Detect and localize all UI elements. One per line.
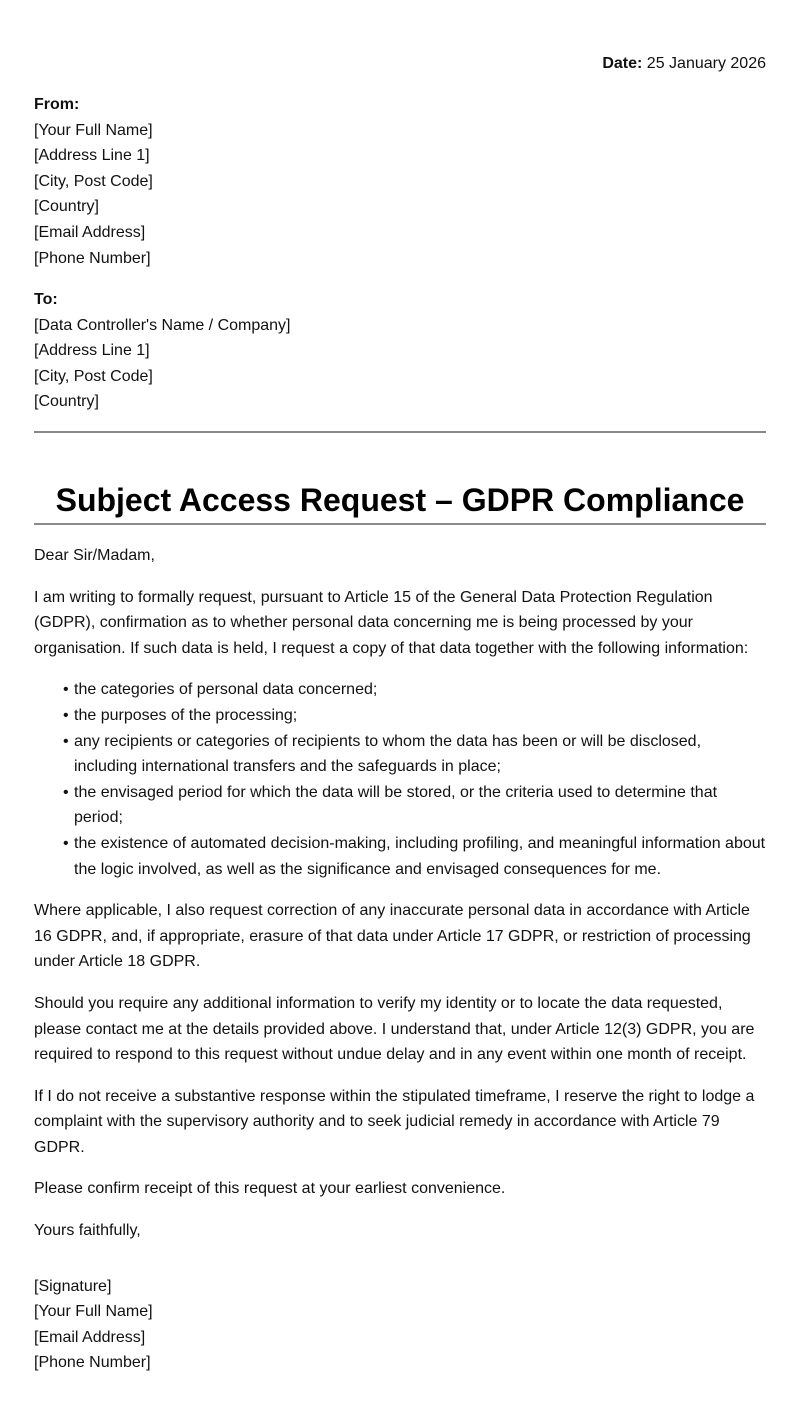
list-item-text: the existence of automated decision-making, including profiling, and meaningful information about the logic involved, as well as the significance and envisaged consequences for me.	[74, 834, 766, 878]
greeting: Dear Sir/Madam,	[34, 547, 155, 564]
letter-title: Subject Access Request – GDPR Compliance	[55, 482, 745, 519]
complaint-paragraph: If I do not receive a substantive response within the stipulated timeframe, I reserve the right to lodge a complaint with the supervisory authority and to seek judicial remedy in accordance with Article 79 GDPR.	[34, 1087, 755, 1156]
closing: Yours faithfully,	[34, 1222, 141, 1240]
bullet-icon: •	[63, 732, 69, 750]
list-item-text: the categories of personal data concerned;	[74, 681, 378, 699]
bullet-icon: •	[63, 706, 69, 724]
letter-date	[602, 55, 766, 72]
sender-address-block	[34, 92, 153, 271]
sender-address-line: [Address Line 1]	[34, 147, 150, 165]
signature-placeholder: [Signature]	[34, 1277, 112, 1295]
recipient-city-postcode: [City, Post Code]	[34, 367, 153, 385]
date-value: 25 January 2026	[646, 55, 766, 72]
list-item	[63, 703, 766, 729]
bullet-icon: •	[63, 681, 69, 699]
bullet-icon: •	[63, 783, 69, 801]
bullet-icon: •	[63, 834, 69, 852]
recipient-address-block	[34, 287, 290, 415]
list-item	[63, 780, 766, 831]
title-divider-bottom	[34, 523, 766, 525]
date-label: Date:	[602, 55, 643, 72]
requested-information-list	[34, 677, 766, 882]
recipient-address-line: [Address Line 1]	[34, 342, 150, 360]
sender-email: [Email Address]	[34, 223, 146, 241]
title-divider-top	[34, 431, 766, 433]
recipient-country: [Country]	[34, 393, 99, 411]
sender-phone: [Phone Number]	[34, 249, 151, 267]
signatory-phone: [Phone Number]	[34, 1354, 151, 1372]
sender-city-postcode: [City, Post Code]	[34, 172, 153, 190]
list-item	[63, 729, 766, 780]
recipient-name: [Data Controller's Name / Company]	[34, 316, 291, 334]
letter-body	[34, 543, 766, 1376]
verification-paragraph: Should you require any additional information to verify my identity or to locate the data requested, please contact me at the details provided above. I understand that, under Article 12(3) GDPR, you are required to respond to this request without undue delay and in any event within one month of receipt.	[34, 994, 755, 1064]
sender-name: [Your Full Name]	[34, 121, 153, 139]
from-heading: From:	[34, 96, 80, 113]
confirm-receipt-paragraph: Please confirm receipt of this request at your earliest convenience.	[34, 1180, 506, 1198]
list-item	[63, 831, 766, 882]
list-item	[63, 677, 766, 703]
to-heading: To:	[34, 291, 58, 308]
signatory-name: [Your Full Name]	[34, 1303, 153, 1321]
list-item-text: any recipients or categories of recipients to whom the data has been or will be disclosed, including international transfers and the safeguards in place;	[74, 732, 702, 776]
list-item-text: the envisaged period for which the data will be stored, or the criteria used to determine that period;	[74, 783, 718, 827]
intro-paragraph: I am writing to formally request, pursuant to Article 15 of the General Data Protection Regulation (GDPR), confirmation as to whether personal data concerning me is being processed by your organisation. If such data is held, I request a copy of that data together with the following information:	[34, 588, 749, 657]
signatory-email: [Email Address]	[34, 1328, 146, 1346]
signature-block	[34, 1274, 766, 1376]
sender-country: [Country]	[34, 198, 99, 216]
list-item-text: the purposes of the processing;	[74, 706, 298, 724]
correction-paragraph: Where applicable, I also request correction of any inaccurate personal data in accordance with Article 16 GDPR, and, if appropriate, erasure of that data under Article 17 GDPR, or restriction of processing under Article 18 GDPR.	[34, 902, 751, 971]
